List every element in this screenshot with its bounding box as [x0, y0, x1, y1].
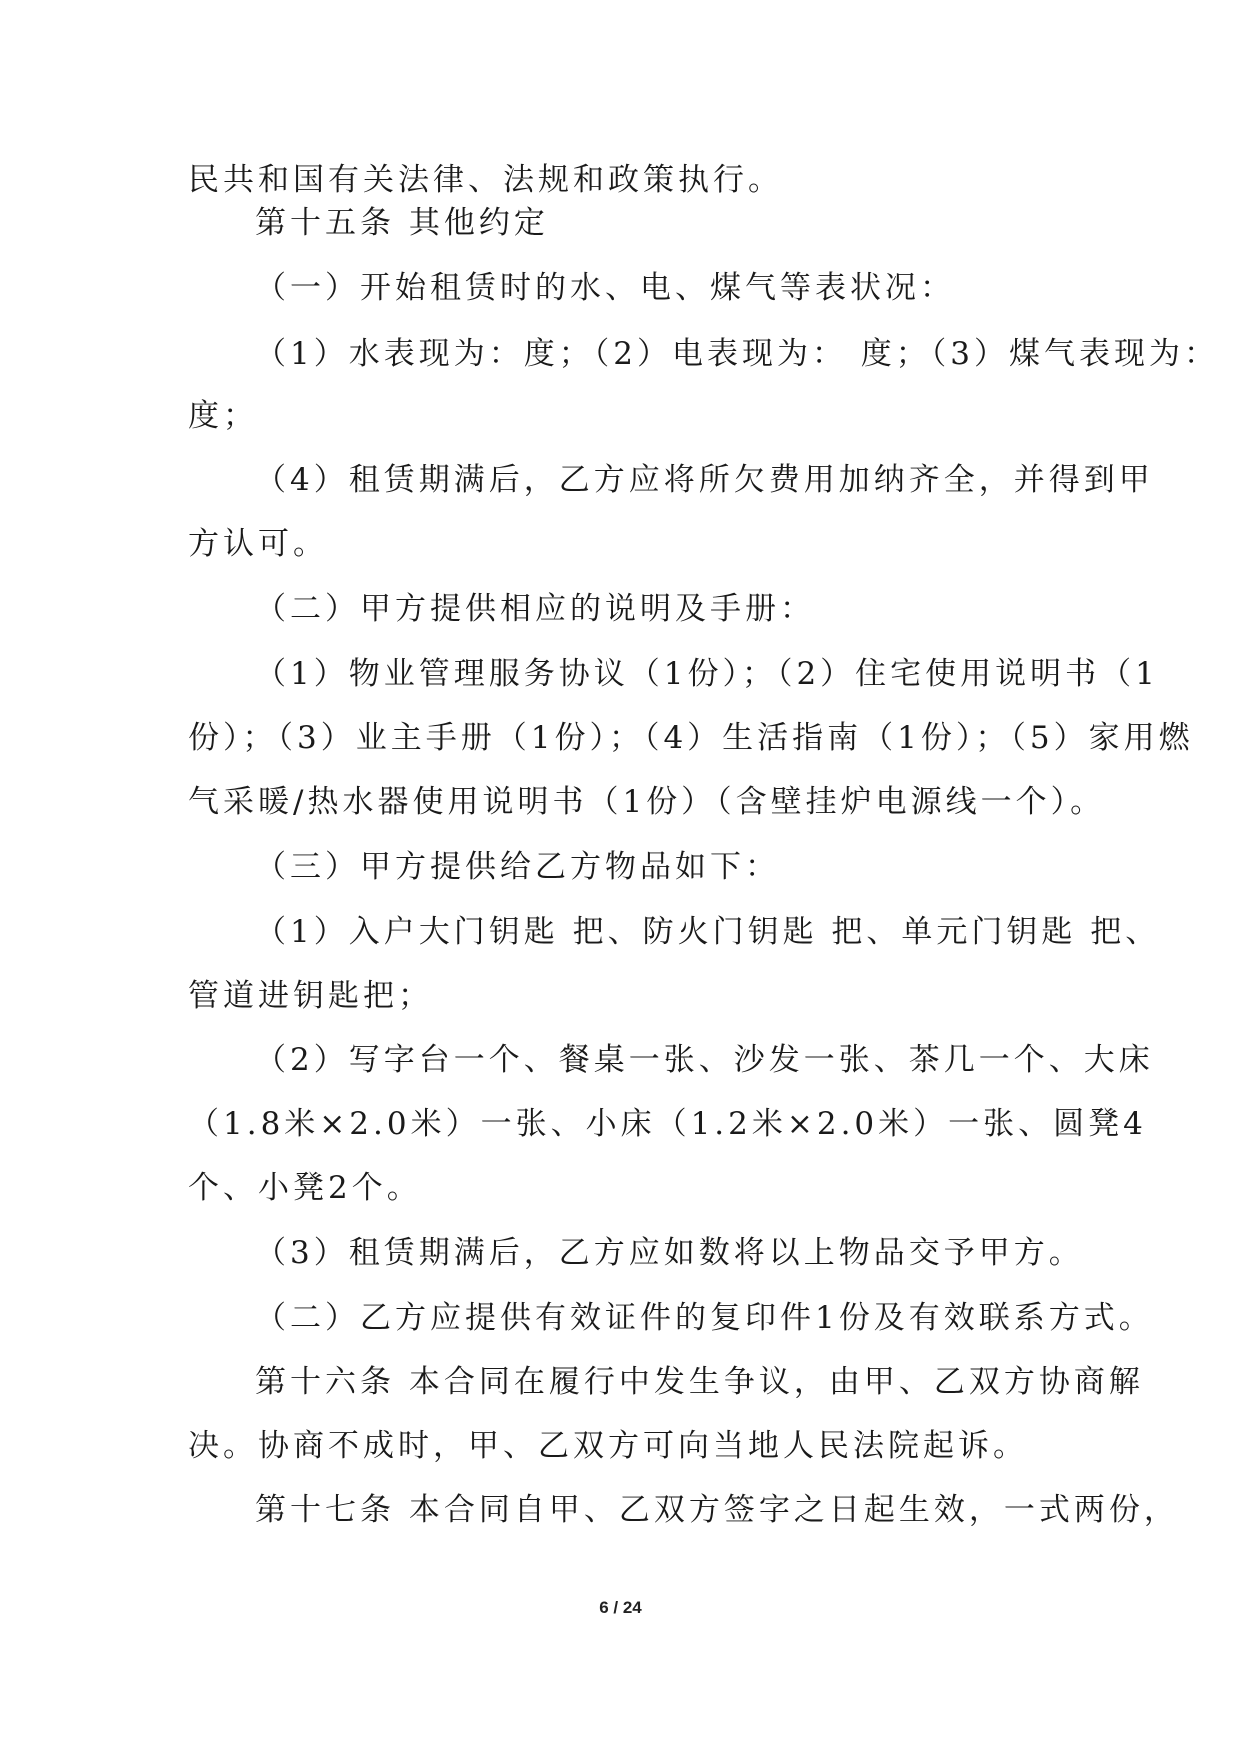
text-line: 份）；（3）业主手册（1份）；（4）生活指南（1份）；（5）家用燃 [188, 720, 1194, 756]
text-line: （2）写字台一个、餐桌一张、沙发一张、茶几一个、大床 [255, 1042, 1154, 1078]
article-heading: 第十七条 本合同自甲、乙双方签字之日起生效，一式两份， [255, 1492, 1179, 1528]
text-line: 气采暖/热水器使用说明书（1份）（含壁挂炉电源线一个）。 [188, 784, 1106, 820]
text-line: （一）开始租赁时的水、电、煤气等表状况： [255, 270, 955, 306]
text-line: 决。协商不成时，甲、乙双方可向当地人民法院起诉。 [188, 1428, 1028, 1464]
text-line: （1）物业管理服务协议（1份）；（2）住宅使用说明书（1 [255, 656, 1159, 692]
page-number: 6 / 24 [599, 1598, 642, 1617]
article-heading: 第十六条 本合同在履行中发生争议，由甲、乙双方协商解 [255, 1364, 1144, 1400]
text-line: 管道进钥匙把； [188, 978, 433, 1014]
text-line: 度； [188, 398, 258, 434]
text-line: （4）租赁期满后，乙方应将所欠费用加纳齐全，并得到甲 [255, 462, 1154, 498]
text-line: （三）甲方提供给乙方物品如下： [255, 849, 780, 885]
text-line: （二）甲方提供相应的说明及手册： [255, 591, 815, 627]
text-line: （1）入户大门钥匙 把、防火门钥匙 把、单元门钥匙 把、 [255, 914, 1161, 950]
text-line: 个、小凳2个。 [188, 1170, 422, 1206]
article-heading: 第十五条 其他约定 [255, 205, 549, 241]
text-line: 方认可。 [188, 526, 328, 562]
text-line: 民共和国有关法律、法规和政策执行。 [188, 162, 783, 198]
text-line: （1）水表现为：度；（2）电表现为： 度；（3）煤气表现为： [255, 336, 1220, 372]
text-line: （二）乙方应提供有效证件的复印件1份及有效联系方式。 [255, 1300, 1154, 1336]
text-line: （3）租赁期满后，乙方应如数将以上物品交予甲方。 [255, 1235, 1084, 1271]
text-line: （1.8米×2.0米）一张、小床（1.2米×2.0米）一张、圆凳4 [188, 1106, 1147, 1142]
